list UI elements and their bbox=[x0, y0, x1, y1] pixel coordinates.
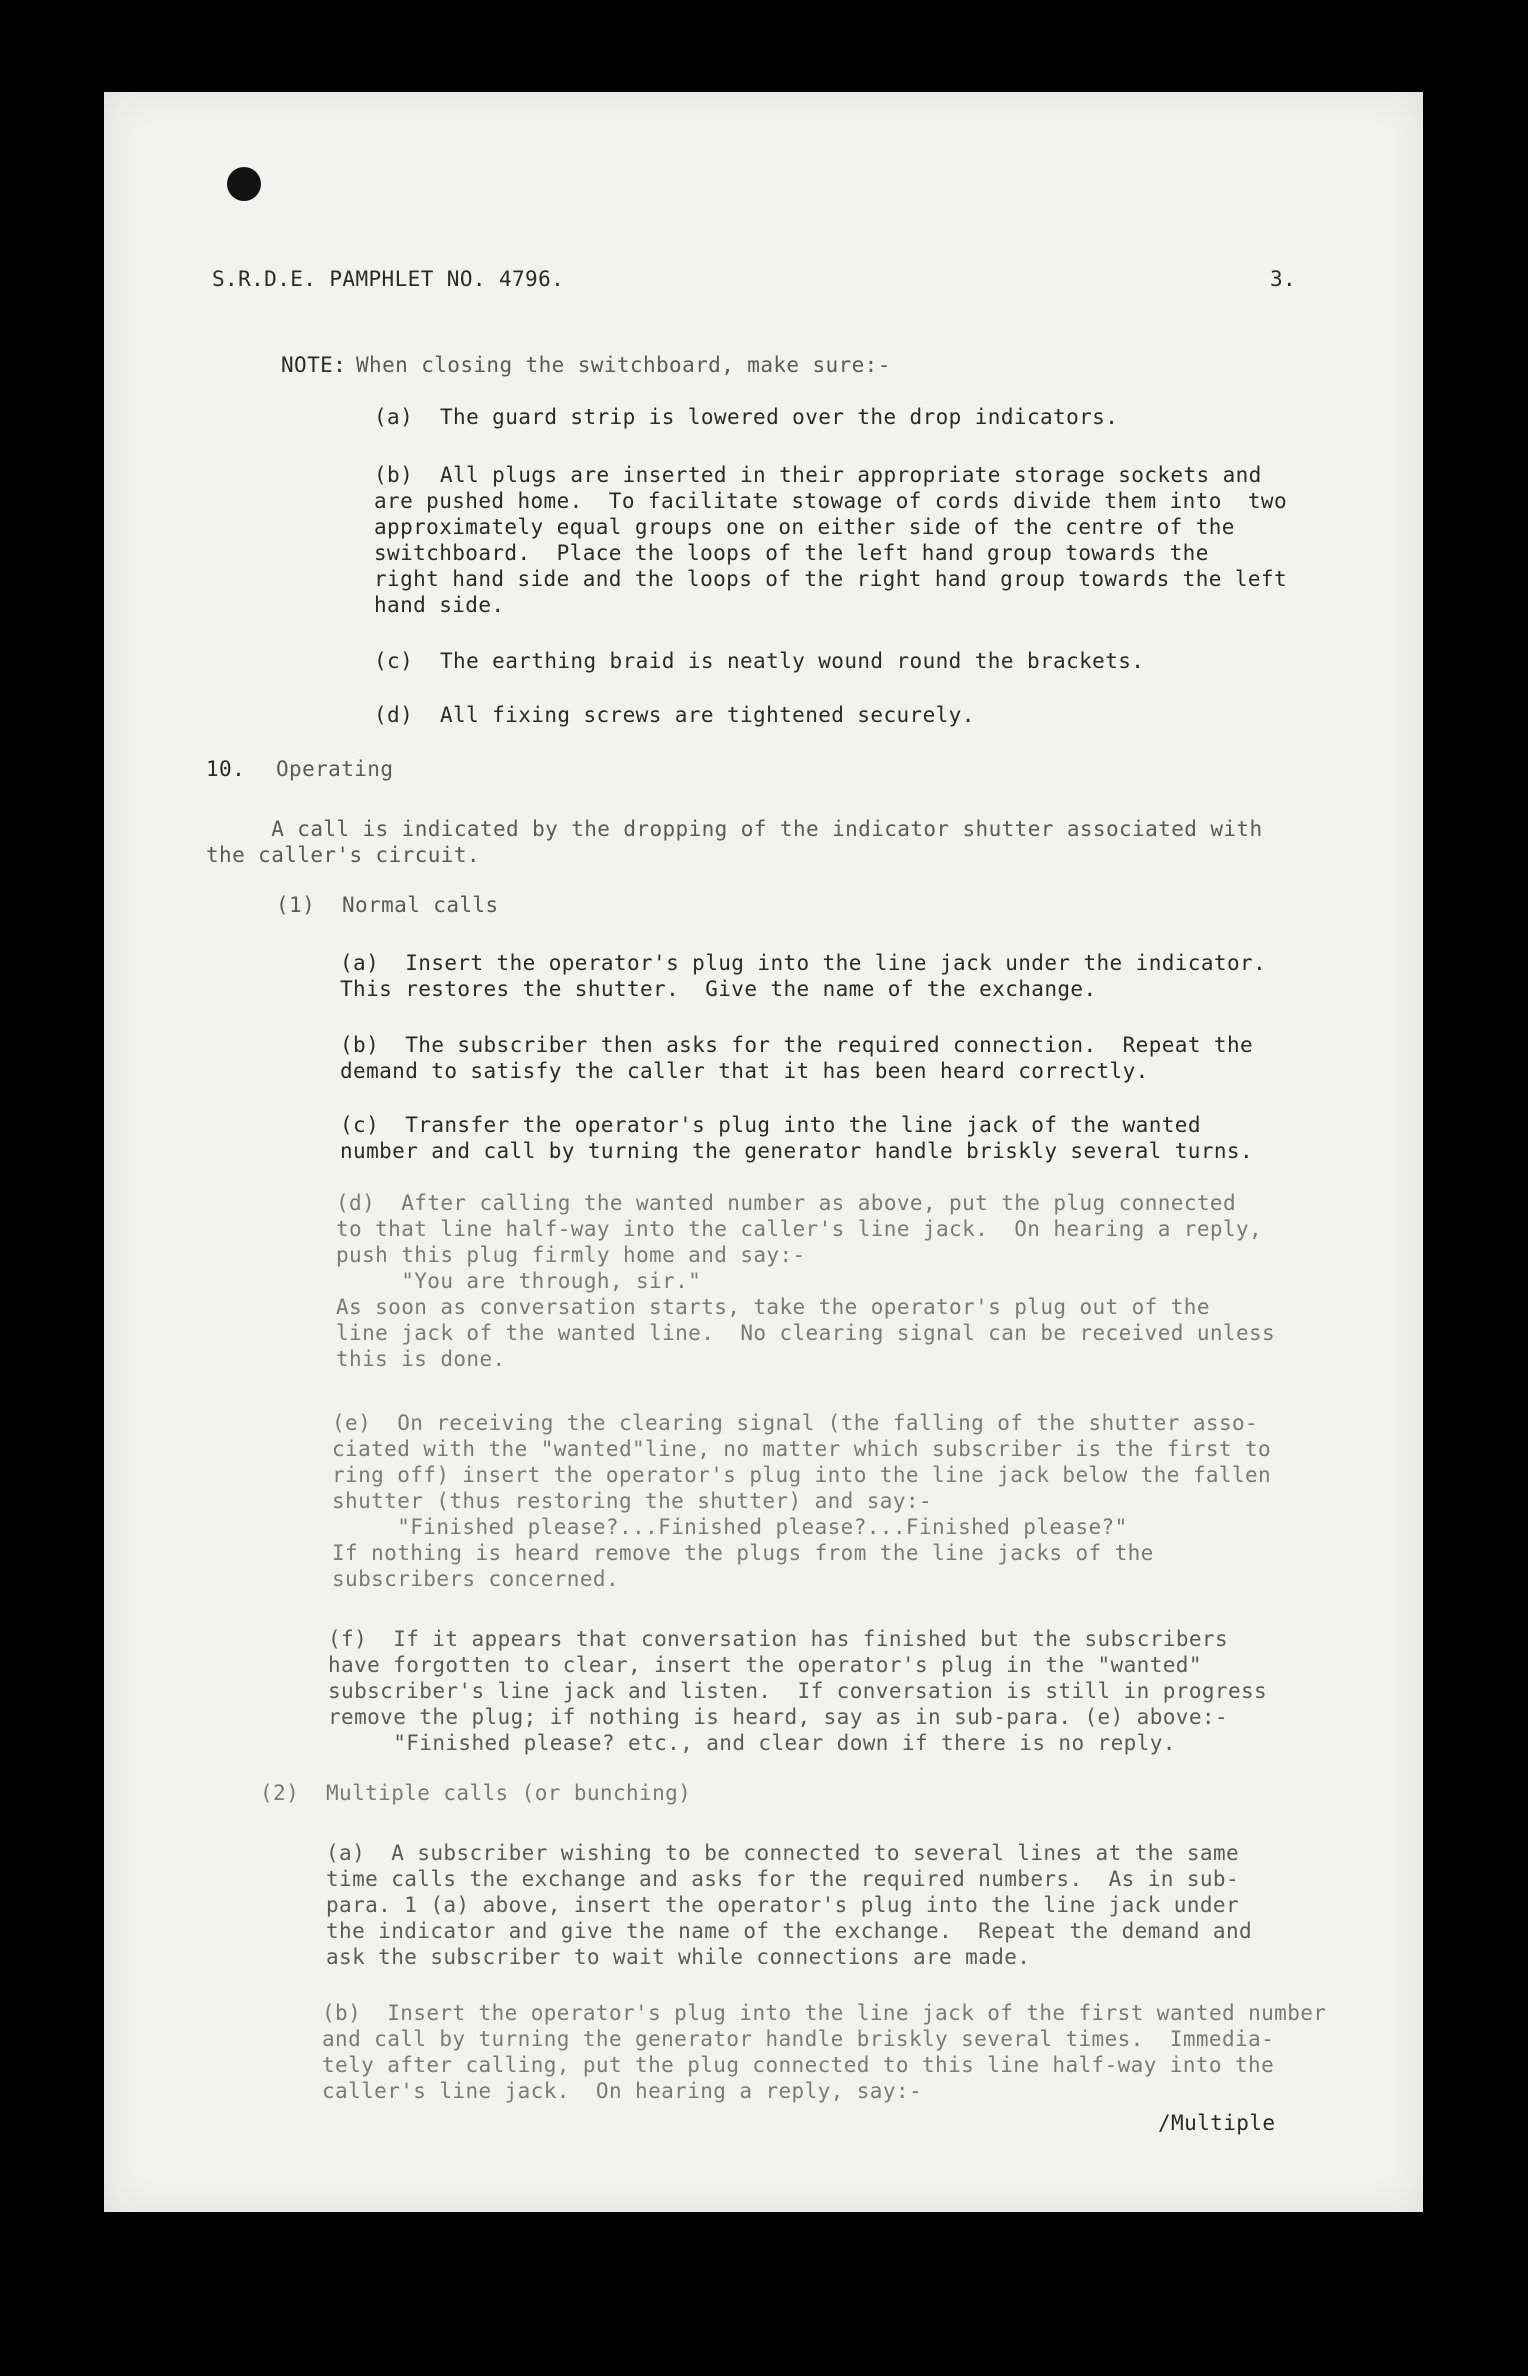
note-item-label: (a) bbox=[374, 405, 414, 429]
continuation-catchword: /Multiple bbox=[1158, 2111, 1276, 2135]
subsection-title: Multiple calls (or bunching) bbox=[326, 1781, 692, 1805]
normal-call-item-d: (d) After calling the wanted number as above, put the plug connected to that line half-way into the caller's line jack. On hearing a reply, push this plug firmly home and say:- "You are through, sir." As soon as conversation starts, take the operator's plug out of the line jack of the wanted line. No clearing signal can be received unless this is done. bbox=[336, 1191, 1276, 1371]
subsection-label: (1) bbox=[276, 893, 316, 917]
normal-call-item-c: (c) Transfer the operator's plug into the line jack of the wanted number and call by turning the generator handle briskly several turns. bbox=[340, 1113, 1254, 1163]
pamphlet-reference: S.R.D.E. PAMPHLET NO. 4796. bbox=[212, 267, 565, 291]
note-item-text: The earthing braid is neatly wound round the brackets. bbox=[440, 649, 1145, 673]
note-item-label: (b) bbox=[374, 463, 414, 487]
subsection-label: (2) bbox=[260, 1781, 300, 1805]
section-intro: A call is indicated by the dropping of the indicator shutter associated with the caller's circuit. bbox=[206, 817, 1263, 867]
multiple-call-item-b: (b) Insert the operator's plug into the line jack of the first wanted number and call by turning the generator handle briskly several times. Immedia- tely after calling, put the plug connected to this line half-way into the caller's line jack. On hearing a reply, say:- bbox=[322, 2001, 1327, 2103]
note-item-text: All fixing screws are tightened securely. bbox=[440, 703, 975, 727]
normal-call-item-e: (e) On receiving the clearing signal (the falling of the shutter asso- ciated with the "wanted"line, no matter which subscriber is the first to ring off) insert the operator's plug into the line jack below the fallen shutter (thus restoring the shutter) and say:- "Finished please?...Finished please?...Finished please?" If nothing is heard remove the plugs from the line jacks of the subscribers concerned. bbox=[332, 1411, 1272, 1591]
punch-hole bbox=[227, 167, 261, 201]
document-page bbox=[104, 92, 1423, 2212]
page-number: 3. bbox=[1270, 267, 1297, 291]
normal-call-item-b: (b) The subscriber then asks for the required connection. Repeat the demand to satisfy the caller that it has been heard correctly. bbox=[340, 1033, 1254, 1083]
note-item-text: All plugs are inserted in their appropriate storage sockets and are pushed home. To facilitate stowage of cords divide them into two approximately equal groups one on either side of the centre of the switchboard. Place the loops of the left hand group towards the right hand side and the loops of the right hand group towards the left hand side. bbox=[374, 463, 1288, 617]
normal-call-item-a: (a) Insert the operator's plug into the line jack under the indicator. This restores the shutter. Give the name of the exchange. bbox=[340, 951, 1267, 1001]
note-heading: NOTE: bbox=[281, 353, 347, 377]
normal-call-item-f: (f) If it appears that conversation has finished but the subscribers have forgotten to clear, insert the operator's plug in the "wanted" subscriber's line jack and listen. If conversation is still in progress remove the plug; if nothing is heard, say as in sub-para. (e) above:- "Finished please? etc., and clear down if there is no reply. bbox=[328, 1627, 1268, 1755]
section-title: Operating bbox=[276, 757, 394, 781]
note-intro: When closing the switchboard, make sure:- bbox=[356, 353, 891, 377]
note-item-label: (d) bbox=[374, 703, 414, 727]
section-number: 10. bbox=[206, 757, 246, 781]
subsection-title: Normal calls bbox=[342, 893, 499, 917]
note-item-label: (c) bbox=[374, 649, 414, 673]
note-item-text: The guard strip is lowered over the drop indicators. bbox=[440, 405, 1119, 429]
multiple-call-item-a: (a) A subscriber wishing to be connected to several lines at the same time calls the exchange and asks for the required numbers. As in sub- para. 1 (a) above, insert the operator's plug into the line jack under the indicator and give the name of the exchange. Repeat the demand and ask the subscriber to wait while connections are made. bbox=[326, 1841, 1253, 1969]
